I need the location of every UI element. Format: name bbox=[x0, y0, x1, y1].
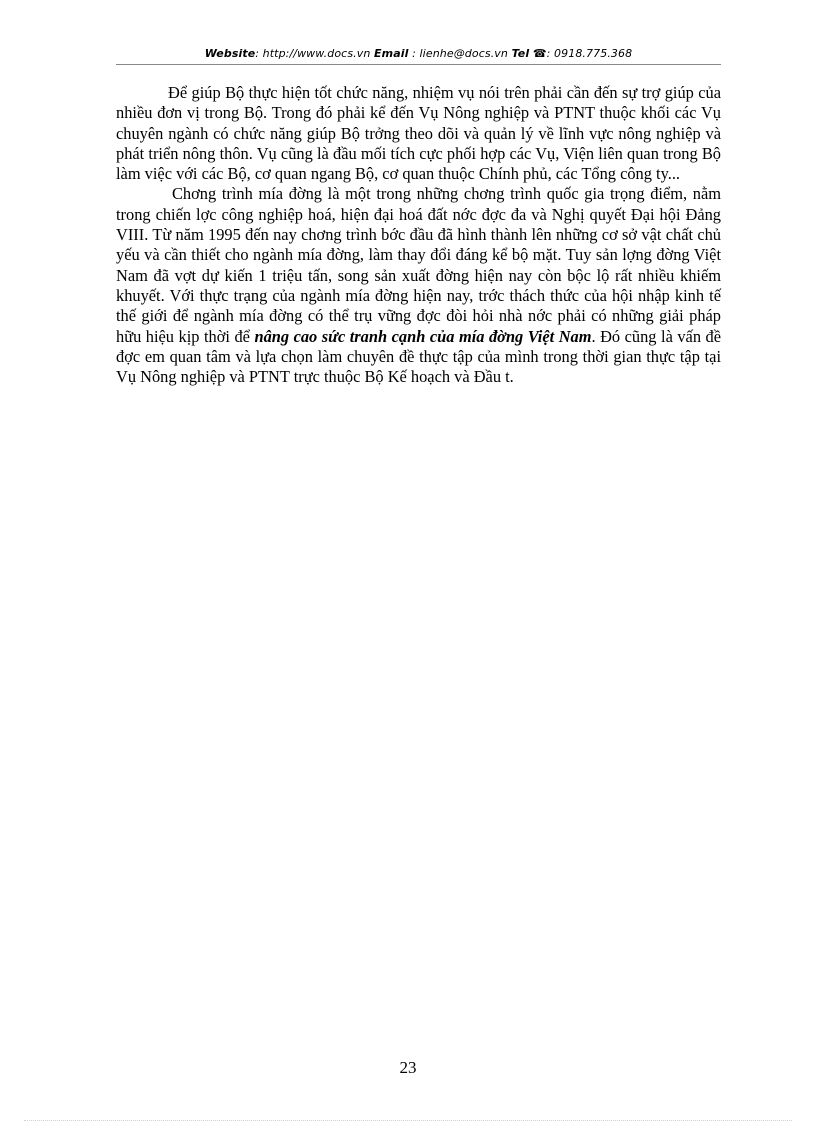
email-value: : lienhe@docs.vn bbox=[412, 47, 508, 60]
website-label: Website bbox=[204, 47, 256, 60]
paragraph-2-text-end: . Đó cũng là vấn đề đợc em quan tâm và lựa chọn làm chuyên đề thực tập của mình trong thời gian thực tập tại Vụ Nông nghiệp và PTNT trực thuộc Bộ Kế hoạch và Đầu t. bbox=[116, 326, 722, 387]
paragraph-1: Để giúp Bộ thực hiện tốt chức năng, nhiệm vụ nói trên phải cần đến sự trợ giúp của nhiều đơn vị trong Bộ. Trong đó phải kể đến Vụ Nông nghiệp và PTNT thuộc khối các Vụ chuyên ngành có chức năng giúp Bộ trởng theo dõi và quản lý về lĩnh vực nông nghiệp và phát triển nông thôn. Vụ cũng là đầu mối tích cực phối hợp các Vụ, Viện liên quan trong Bộ làm việc với các Bộ, cơ quan ngang Bộ, cơ quan thuộc Chính phủ, các Tổng công ty... bbox=[116, 83, 721, 184]
document-body bbox=[116, 83, 721, 387]
paragraph-2-text: Chơng trình mía đờng là một trong những chơng trình quốc gia trọng điểm, nằm trong chiến lợc công nghiệp hoá, hiện đại hoá đất nớc đợc đa và Nghị quyết Đại hội Đảng VIII. Từ năm 1995 đến nay chơng trình bớc đầu đã hình thành lên những cơ sở vật chất chủ yếu và cần thiết cho ngành mía đờng, làm thay đổi đáng kể bộ mặt. Tuy sản lợng đờng Việt Nam đã vợt dự kiến 1 triệu tấn, song sản xuất đờng hiện nay còn bộc lộ rất nhiều khiếm khuyết. Với thực trạng của ngành mía đờng hiện nay, trớc thách thức của hội nhập kinh tế thế giới để ngành mía đờng có thể trụ vững đợc đòi hỏi nhà nớc phải có những giải pháp hữu hiệu kịp thời để bbox=[116, 184, 721, 346]
paragraph-2-emphasis: nâng cao sức tranh cạnh của mía đờng Việt Nam bbox=[254, 326, 592, 346]
page-header bbox=[116, 47, 721, 60]
header-divider bbox=[116, 64, 721, 65]
website-value: : http://www.docs.vn bbox=[255, 47, 371, 60]
page-number: 23 bbox=[399, 1058, 417, 1077]
bottom-divider bbox=[24, 1120, 792, 1121]
telephone-icon: ☎ bbox=[532, 47, 547, 60]
paragraph-2 bbox=[116, 184, 721, 387]
tel-label: Tel bbox=[511, 47, 530, 60]
tel-value: : 0918.775.368 bbox=[546, 47, 633, 60]
email-label: Email bbox=[374, 47, 409, 60]
